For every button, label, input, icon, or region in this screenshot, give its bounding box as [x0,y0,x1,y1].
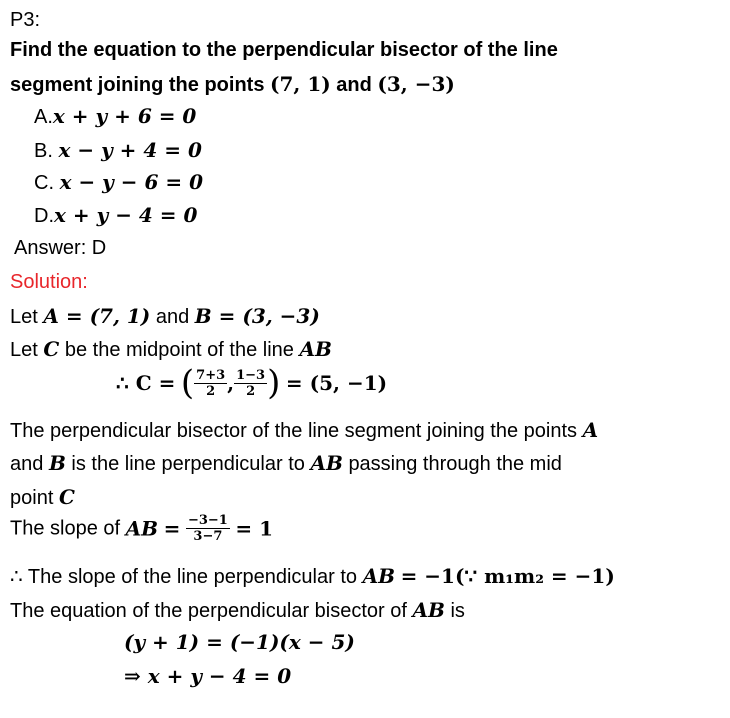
question-line-1: Find the equation to the perpendicular bisector of the line [10,39,558,61]
frac-y-den: 2 [234,383,267,398]
perp-line-2 [10,453,562,474]
perp-line-2-text: is the line perpendicular to [71,453,305,475]
option-a-expr: x + y + 6 = 0 [52,104,197,128]
eq-is: is [450,600,465,622]
question-and: and [336,74,372,96]
option-d-letter: D. [34,205,54,227]
option-b-expr: x − y + 4 = 0 [58,138,202,162]
solution-label: Solution: [10,271,88,293]
option-c [34,172,203,193]
perp-line-3-text: point [10,487,54,509]
let-c-ab: AB [299,337,332,361]
midpoint-formula [116,363,388,403]
perp-slope-expr: = −1(∵ m₁m₂ = −1) [400,564,615,588]
equation-line-2: ⇒ x + y − 4 = 0 [124,664,292,688]
answer: Answer: D [14,237,107,259]
slope-var: AB [125,516,159,541]
option-d [34,205,197,226]
question-line-2 [10,74,455,95]
perp-line-2-rest: passing through the mid [348,453,562,475]
comma-icon: , [227,371,235,395]
c-therefore: ∴ C = [116,371,176,395]
perp-slope-text: ∴ The slope of the line perpendicular to [10,566,358,588]
let-c-rest: be the midpoint of the line [64,339,294,361]
close-paren-icon: ) [267,363,281,403]
frac-x-den: 2 [194,383,227,398]
problem-id: P3: [10,9,41,31]
midpoint-frac-x [194,369,227,398]
let-a-b [10,306,320,327]
option-a-letter: A. [34,106,53,128]
let-b-expr: B = (3, −3) [194,304,320,328]
slope-text: The slope of [10,517,121,540]
eq-text: The equation of the perpendicular bisector of [10,600,407,622]
let-a-and: and [155,306,190,328]
let-c [10,339,332,360]
slope-eq: = [163,516,181,541]
equation-line-1: (y + 1) = (−1)(x − 5) [124,630,355,654]
open-paren-icon: ( [180,363,195,403]
slope-num: −3−1 [187,513,228,528]
eq-var: AB [412,598,445,622]
let-c-text: Let [10,339,38,361]
frac-x-num: 7+3 [196,367,226,383]
midpoint-frac-y [234,369,267,398]
perp-slope-var: AB [362,564,396,588]
slope-frac [186,514,230,543]
equation-intro [10,600,465,621]
slope-result: = 1 [235,516,274,541]
perp-line-1-text: The perpendicular bisector of the line segment joining the points [10,420,578,442]
perp-line-2-var-ab: AB [310,451,343,475]
perp-line-2-and: and [10,453,44,475]
let-a-expr: A = (7, 1) [43,304,151,328]
let-a-prefix: Let [10,306,38,328]
frac-y-num: 1−3 [236,367,266,383]
slope-line [10,514,273,543]
option-b-letter: B. [34,140,53,162]
perp-line-2-var-b: B [48,451,66,475]
option-c-expr: x − y − 6 = 0 [59,170,203,194]
perp-line-3-var: C [58,485,75,509]
perp-line-1-var: A [582,418,599,442]
perp-line-1 [10,420,598,441]
slope-den: 3−7 [186,528,230,543]
c-result: = (5, −1) [285,371,388,395]
point-1: (7, 1) [270,72,331,96]
perp-line-3 [10,487,75,508]
point-2: (3, −3) [377,72,455,96]
question-line-2-text: segment joining the points [10,74,265,96]
option-a [34,106,196,127]
option-c-letter: C. [34,172,54,194]
let-c-var: C [43,337,60,361]
option-b [34,140,202,161]
perp-slope-line [10,566,615,587]
option-d-expr: x + y − 4 = 0 [54,203,198,227]
